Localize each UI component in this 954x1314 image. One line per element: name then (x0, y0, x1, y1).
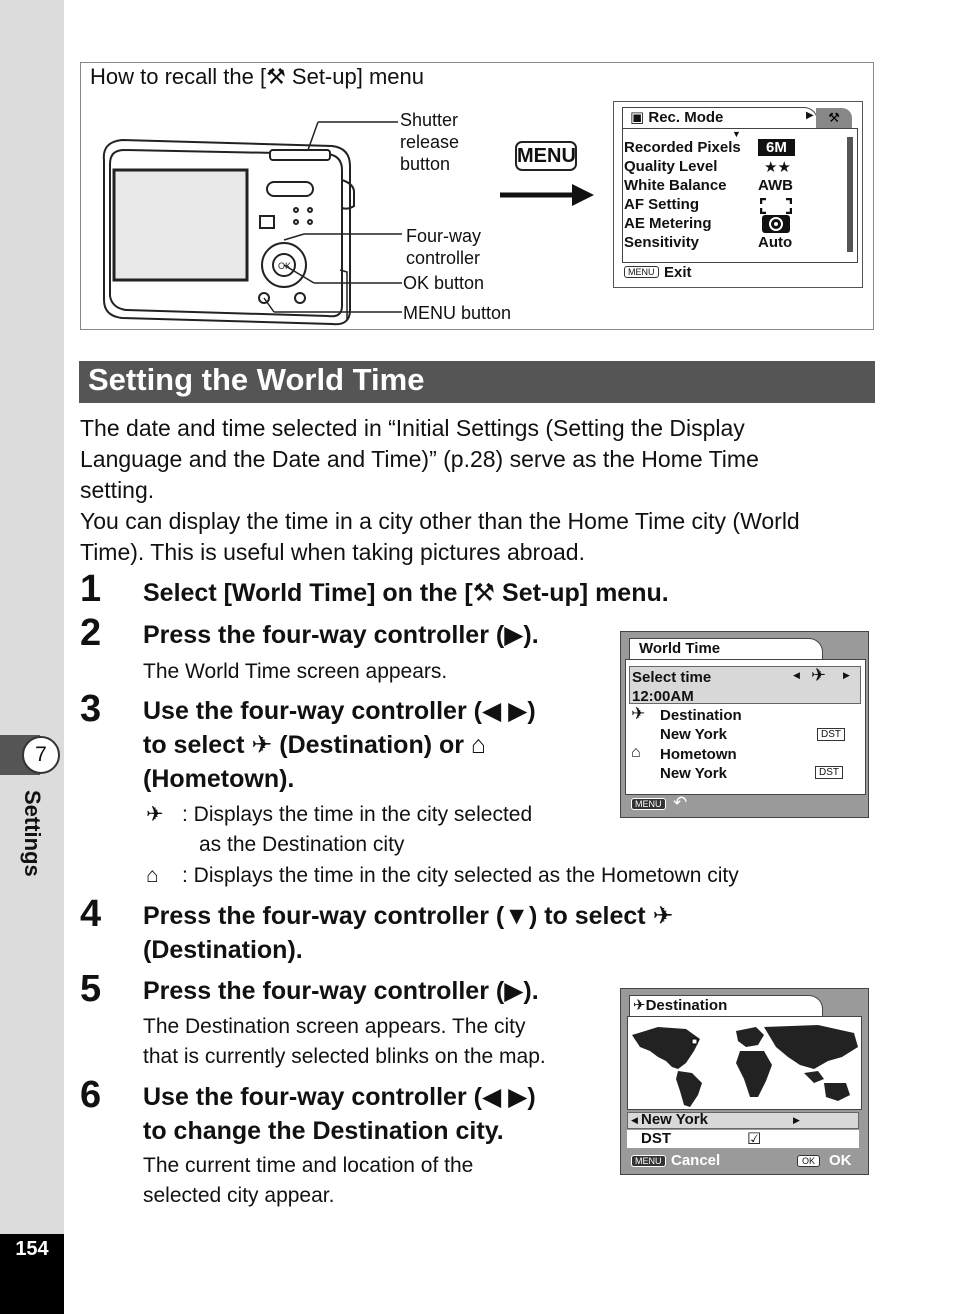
step-5-number: 5 (80, 968, 102, 1010)
checkbox-checked-icon[interactable]: ☑ (747, 1131, 762, 1148)
step-2-text: Press the four-way controller (▶). (143, 621, 539, 649)
step-line: Press the four-way controller (▼) to select ✈ (143, 902, 674, 930)
camera-icon: ▣ (630, 109, 645, 126)
step-3-text (143, 694, 536, 796)
step-1-text: Select [World Time] on the [⚒ Set-up] menu. (143, 579, 669, 607)
sub-line: selected city appear. (143, 1184, 335, 1207)
right-arrow-icon: ▶ (843, 670, 850, 680)
page-number: 154 (15, 1238, 49, 1260)
menu-row-label: Recorded Pixels (624, 139, 741, 156)
menu-key-small-icon: MENU (631, 1155, 666, 1167)
menu-row-value: AWB (758, 177, 793, 194)
step-line: (Hometown). (143, 765, 295, 793)
callout-line: controller (406, 248, 481, 268)
intro-line: You can display the time in a city other than the Home Time city (World (80, 508, 800, 534)
intro-line: The date and time selected in “Initial Settings (Setting the Display (80, 415, 745, 441)
setup-tab-icon: ⚒ (816, 108, 852, 128)
step-line: Use the four-way controller (◀ ▶) (143, 1083, 536, 1111)
step-line: Use the four-way controller (◀ ▶) (143, 697, 536, 725)
step-2-number: 2 (80, 612, 102, 654)
home-icon: ⌂ (631, 744, 641, 761)
airplane-icon: ✈ (631, 704, 646, 723)
left-arrow-icon: ◀ (793, 670, 800, 680)
back-icon: ↶ (673, 793, 688, 812)
dst-label: DST (641, 1130, 671, 1147)
metering-icon (762, 215, 790, 233)
dst-badge: DST (815, 766, 843, 779)
step-1-number: 1 (80, 568, 102, 610)
chapter-number: 7 (22, 736, 60, 774)
menu-row-label: Sensitivity (624, 234, 700, 251)
menu-key-small-icon: MENU (624, 266, 659, 278)
exit-label: Exit (664, 264, 692, 281)
airplane-icon: ✈ (811, 665, 827, 685)
ok-key-small-icon: OK (797, 1155, 820, 1167)
step-4-text (143, 899, 674, 967)
time-value: 12:00AM (632, 688, 694, 705)
select-time-label: Select time (632, 669, 712, 686)
menu-row-label: Quality Level (624, 158, 718, 175)
sub-line: The current time and location of the (143, 1154, 474, 1177)
section-title: Setting the World Time (88, 362, 425, 397)
camera-illustration (92, 120, 412, 330)
airplane-icon: ✈ (633, 997, 646, 1014)
step-6-sub (143, 1151, 473, 1211)
chapter-label: Settings (20, 790, 45, 877)
step-4-number: 4 (80, 893, 102, 935)
menu-row-value: 6M (758, 139, 795, 156)
rec-mode-screen (613, 101, 863, 288)
shutter-callout (400, 109, 459, 175)
step-5-text: Press the four-way controller (▶). (143, 977, 539, 1005)
menu-row-label: AF Setting (624, 196, 699, 213)
right-arrow-icon: ▶ (793, 1115, 800, 1125)
step-line: (Destination). (143, 936, 303, 964)
down-arrow-icon: ▼ (732, 129, 741, 139)
step-6-text (143, 1080, 536, 1148)
fourway-callout (406, 225, 481, 269)
menu-key-small-icon: MENU (631, 798, 666, 810)
step-5-sub (143, 1012, 546, 1072)
world-time-tab: World Time (639, 640, 721, 657)
cancel-label[interactable]: Cancel (671, 1152, 721, 1169)
rec-mode-tab: ▣ Rec. Mode (630, 109, 724, 126)
hometown-label: Hometown (660, 746, 737, 763)
note-hometown: : Displays the time in the city selected as the Hometown city (182, 864, 739, 887)
menu-row-label: AE Metering (624, 215, 712, 232)
svg-text:OK: OK (278, 261, 292, 271)
destination-city: New York (660, 726, 727, 743)
note-line: as the Destination city (199, 833, 405, 856)
step-6-number: 6 (80, 1074, 102, 1116)
world-time-screen (620, 631, 869, 818)
home-icon: ⌂ (146, 864, 159, 887)
destination-label: Destination (660, 707, 742, 724)
note-destination (182, 800, 532, 860)
intro-paragraph (80, 413, 880, 568)
airplane-icon: ✈ (146, 803, 164, 826)
step-line: to select ✈ (Destination) or ⌂ (143, 731, 487, 759)
destination-tab: ✈Destination (633, 997, 728, 1014)
callout-line: button (400, 154, 451, 174)
ok-label[interactable]: OK (829, 1152, 852, 1169)
af-frame-icon (760, 198, 790, 212)
recall-title: How to recall the [⚒ Set-up] menu (90, 64, 424, 89)
sub-line: The Destination screen appears. The city (143, 1015, 526, 1038)
menu-key-icon: MENU (515, 141, 577, 171)
step-line: to change the Destination city. (143, 1117, 504, 1145)
step-2-sub: The World Time screen appears. (143, 660, 448, 683)
intro-line: setting. (80, 477, 155, 503)
left-arrow-icon: ◀ (631, 1115, 638, 1125)
chapter-sidebar (0, 0, 64, 1314)
city-name: New York (641, 1111, 708, 1128)
intro-line: Time). This is useful when taking pictures abroad. (80, 539, 585, 565)
right-arrow-icon (498, 180, 598, 210)
world-map (627, 1016, 862, 1110)
ok-callout: OK button (403, 273, 485, 293)
destination-screen (620, 988, 869, 1175)
callout-line: Four-way (406, 226, 482, 246)
callout-line: release (400, 132, 460, 152)
callout-line: Shutter (400, 110, 459, 130)
menu-row-value: Auto (758, 234, 793, 251)
world-map-image (628, 1017, 862, 1110)
menu-callout: MENU button (403, 303, 512, 323)
scrollbar[interactable] (847, 137, 853, 252)
sub-line: that is currently selected blinks on the map. (143, 1045, 546, 1068)
menu-row-label: White Balance (624, 177, 727, 194)
tab-right-arrow-icon: ▶ (806, 110, 814, 121)
dst-badge: DST (817, 728, 845, 741)
step-3-number: 3 (80, 688, 102, 730)
menu-row-value: ★★ (764, 159, 791, 176)
hometown-city: New York (660, 765, 727, 782)
intro-line: Language and the Date and Time)” (p.28) serve as the Home Time (80, 446, 759, 472)
note-line: : Displays the time in the city selected (182, 803, 533, 826)
